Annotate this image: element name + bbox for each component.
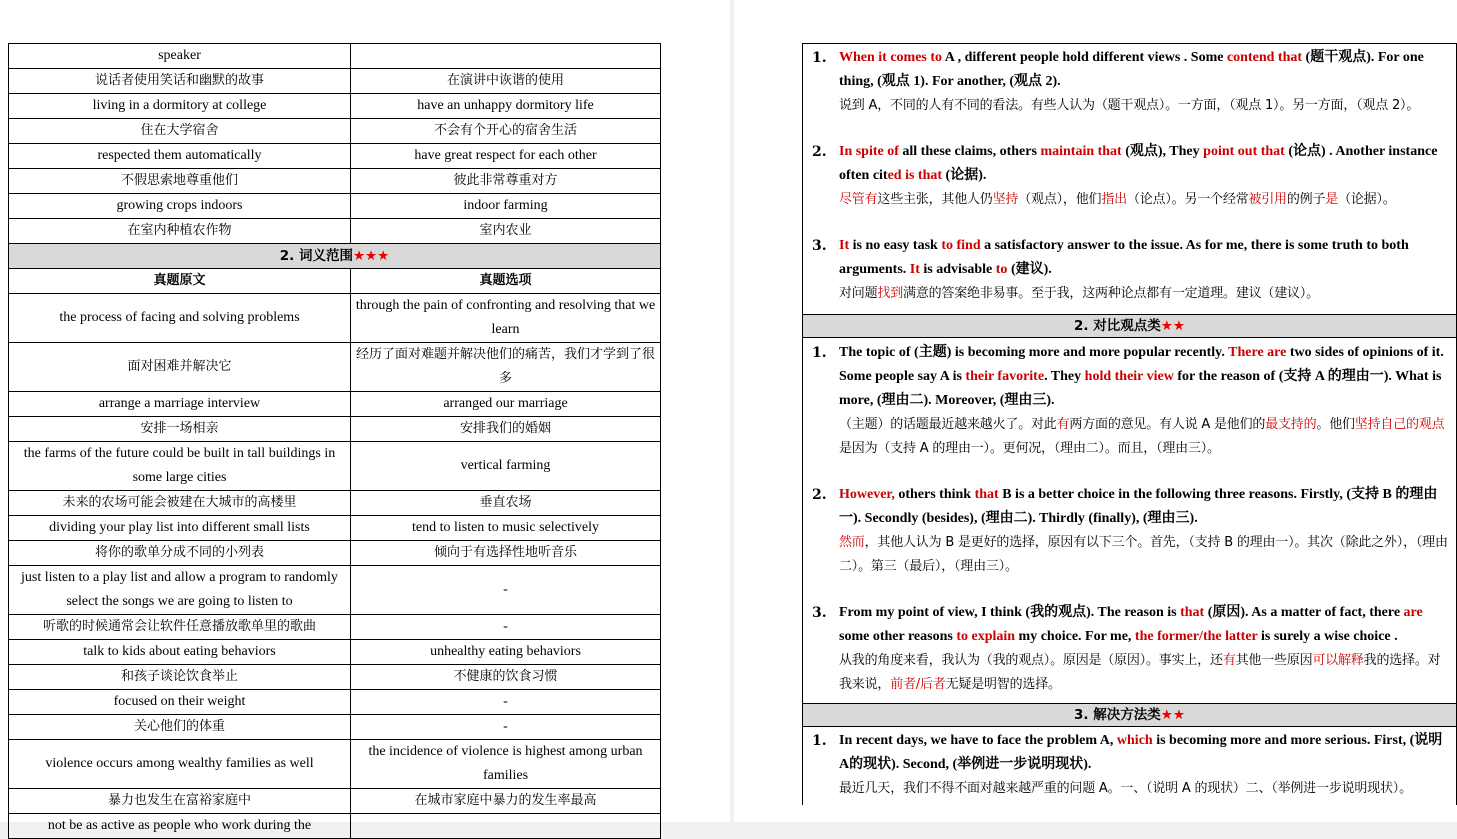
section-title xyxy=(9,244,661,269)
highlighted-phrase: 有 xyxy=(1222,653,1236,668)
original-text-cell: 说话者使用笑话和幽默的故事 xyxy=(9,69,351,94)
column-header-original: 真题原文 xyxy=(9,269,351,294)
original-text-cell: just listen to a play list and allow a program to randomly select the songs we are going to listen to xyxy=(9,566,351,615)
text-segment: ，其他人认为 B 是更好的选择，原因有以下三个。首先，（支持 B 的理由一）。其次（除此之外），（理由二）。第三（最后），（理由三）。 xyxy=(839,535,1448,574)
item-number: 1. xyxy=(812,733,827,749)
highlighted-phrase: 坚持自己的观点 xyxy=(1354,417,1445,432)
english-template xyxy=(839,729,1450,777)
chinese-translation xyxy=(839,94,1450,118)
solution-templates-block xyxy=(803,726,1456,805)
text-segment: （观点），他们 xyxy=(1018,192,1102,207)
option-text-cell: 倾向于有选择性地听音乐 xyxy=(351,541,661,566)
text-segment: is surely a wise choice . xyxy=(1257,629,1398,644)
text-segment: for the reason of (支持 A 的理由一). What is more, (理由二). Moreover, (理由三). xyxy=(839,369,1442,408)
original-text-cell: 不假思索地尊重他们 xyxy=(9,169,351,194)
text-segment: is becoming more and more serious. First, (说明A的现状). Second, (举例进一步说明现状). xyxy=(839,733,1443,772)
text-segment: 两方面的意见。有人说 A 是他们的 xyxy=(1069,417,1266,432)
chinese-translation xyxy=(839,413,1450,461)
text-segment: others think xyxy=(894,487,975,502)
table-row xyxy=(9,814,661,839)
highlighted-phrase: point out that xyxy=(1203,144,1285,159)
text-segment: B is a better choice in the following three reasons. Firstly, (支持 B 的理由一). Secondly (besides), (理由二). Thirdly (finally), (理由三). xyxy=(839,487,1438,526)
original-text-cell: 未来的农场可能会被建在大城市的高楼里 xyxy=(9,491,351,516)
original-text-cell: the farms of the future could be built in tall buildings in some large cities xyxy=(9,442,351,491)
option-text-cell: 彼此非常尊重对方 xyxy=(351,169,661,194)
highlighted-phrase: to explain xyxy=(956,629,1016,644)
original-text-cell: the process of facing and solving problems xyxy=(9,294,351,343)
highlighted-phrase: 然而 xyxy=(839,535,865,550)
highlighted-phrase: 被引用 xyxy=(1248,192,1287,207)
table-row xyxy=(9,640,661,665)
original-text-cell: focused on their weight xyxy=(9,690,351,715)
text-segment: 是因为（支持 A 的理由一）。更何况，（理由二）。而且，（理由三）。 xyxy=(839,441,1220,456)
opinion-templates-block xyxy=(803,43,1456,314)
table-row xyxy=(9,789,661,814)
chinese-translation xyxy=(839,531,1450,579)
table-row xyxy=(9,615,661,640)
highlighted-phrase: 最支持的 xyxy=(1265,417,1317,432)
table-row xyxy=(9,417,661,442)
option-text-cell: have an unhappy dormitory life xyxy=(351,94,661,119)
table-row xyxy=(9,219,661,244)
text-segment: a satisfactory answer to the issue. As for me, there is some truth to both arguments. xyxy=(839,238,1409,277)
option-text-cell: - xyxy=(351,715,661,740)
text-segment: A , different people hold different views . Some xyxy=(942,50,1227,65)
text-segment: 这些主张，其他人仍 xyxy=(877,192,993,207)
option-text-cell: tend to listen to music selectively xyxy=(351,516,661,541)
text-segment: 的例子 xyxy=(1286,192,1326,207)
option-text-cell: 在演讲中诙谐的使用 xyxy=(351,69,661,94)
english-template xyxy=(839,234,1450,282)
original-text-cell: violence occurs among wealthy families as well xyxy=(9,740,351,789)
template-item xyxy=(803,234,1456,314)
item-number: 3. xyxy=(812,238,827,254)
original-text-cell: living in a dormitory at college xyxy=(9,94,351,119)
english-template xyxy=(839,140,1450,188)
option-text-cell: through the pain of confronting and resolving that we learn xyxy=(351,294,661,343)
section-header-row xyxy=(9,244,661,269)
text-segment: . They xyxy=(1044,369,1085,384)
table-row xyxy=(9,442,661,491)
text-segment: (原因). As a matter of fact, there xyxy=(1204,605,1404,620)
table-row xyxy=(9,94,661,119)
table-row xyxy=(9,144,661,169)
original-text-cell: 在室内种植农作物 xyxy=(9,219,351,244)
highlighted-phrase: contend that xyxy=(1226,50,1303,65)
original-text-cell: 将你的歌单分成不同的小列表 xyxy=(9,541,351,566)
table-row xyxy=(9,194,661,219)
text-segment: 说到 A，不同的人有不同的看法。有些人认为（题干观点）。一方面，（观点 1）。另一方面，（观点 2）。 xyxy=(839,98,1420,113)
text-segment: 其他一些原因 xyxy=(1235,653,1313,668)
table-row xyxy=(9,294,661,343)
highlighted-phrase: When it comes to xyxy=(839,50,943,65)
highlighted-phrase: 有 xyxy=(1056,417,1070,432)
highlighted-phrase: It xyxy=(839,238,850,253)
highlighted-phrase: 是 xyxy=(1325,192,1339,207)
text-segment: The topic of (主题) is becoming more and more popular recently. xyxy=(839,345,1229,360)
template-item xyxy=(803,601,1456,703)
highlighted-phrase: that xyxy=(974,487,999,502)
section-header-contrast: 2. 对比观点类★★ xyxy=(803,314,1456,337)
option-text-cell: 在城市家庭中暴力的发生率最高 xyxy=(351,789,661,814)
right-page xyxy=(734,0,1457,822)
option-text-cell: 不会有个开心的宿舍生活 xyxy=(351,119,661,144)
item-number: 1. xyxy=(812,345,827,361)
text-segment: is advisable xyxy=(919,262,996,277)
highlighted-phrase: 找到 xyxy=(877,286,904,301)
text-segment: all these claims, others xyxy=(898,144,1041,159)
chinese-translation xyxy=(839,188,1450,212)
table-row xyxy=(9,69,661,94)
option-text-cell: 安排我们的婚姻 xyxy=(351,417,661,442)
table-row xyxy=(9,740,661,789)
text-segment: （论点）。另一个经常 xyxy=(1126,192,1249,207)
text-segment: 。他们 xyxy=(1316,417,1355,432)
chinese-translation xyxy=(839,649,1450,697)
chinese-translation xyxy=(839,282,1450,306)
table-row xyxy=(9,169,661,194)
highlighted-phrase: maintain that xyxy=(1040,144,1122,159)
original-text-cell: dividing your play list into different small lists xyxy=(9,516,351,541)
option-text-cell: 不健康的饮食习惯 xyxy=(351,665,661,690)
highlighted-phrase: 指出 xyxy=(1101,192,1127,207)
text-segment: (题干观点). For one thing, (观点 1). For another, (观点 2). xyxy=(839,50,1424,89)
template-item xyxy=(803,483,1456,601)
highlighted-phrase: In spite of xyxy=(839,144,899,159)
option-text-cell: have great respect for each other xyxy=(351,144,661,169)
text-segment: In recent days, we have to face the problem A, xyxy=(839,733,1117,748)
highlighted-phrase: 前者/后者 xyxy=(890,677,946,692)
item-number: 2. xyxy=(812,487,827,503)
text-segment: From my point of view, I think (我的观点). The reason is xyxy=(839,605,1181,620)
option-text-cell: unhealthy eating behaviors xyxy=(351,640,661,665)
chinese-translation xyxy=(839,777,1450,801)
table-row xyxy=(9,392,661,417)
original-text-cell: 面对困难并解决它 xyxy=(9,343,351,392)
contrast-templates-block xyxy=(803,337,1456,703)
text-segment: (论点) . Another instance often cit xyxy=(839,144,1438,183)
table-row xyxy=(9,491,661,516)
text-segment: (观点), They xyxy=(1121,144,1204,159)
highlighted-phrase: are xyxy=(1403,605,1423,620)
item-number: 1. xyxy=(812,50,827,66)
english-template xyxy=(839,341,1450,413)
template-column xyxy=(802,43,1457,805)
template-item xyxy=(803,727,1456,805)
item-number: 3. xyxy=(812,605,827,621)
highlighted-phrase: 可以解释 xyxy=(1312,653,1364,668)
text-segment: my choice. For me, xyxy=(1015,629,1135,644)
original-text-cell: respected them automatically xyxy=(9,144,351,169)
highlighted-phrase: which xyxy=(1116,733,1153,748)
option-text-cell: vertical farming xyxy=(351,442,661,491)
table-row xyxy=(9,690,661,715)
table-row xyxy=(9,343,661,392)
table-row xyxy=(9,665,661,690)
text-segment: 从我的角度来看，我认为（我的观点）。原因是（原因）。事实上，还 xyxy=(839,653,1223,668)
original-text-cell: growing crops indoors xyxy=(9,194,351,219)
option-text-cell: 室内农业 xyxy=(351,219,661,244)
column-header-row xyxy=(9,269,661,294)
text-segment: some other reasons xyxy=(839,629,957,644)
text-segment: two sides of opinions of it. Some people say A is xyxy=(839,345,1444,384)
table-row xyxy=(9,516,661,541)
table-row xyxy=(9,541,661,566)
table-row xyxy=(9,566,661,615)
original-text-cell: not be as active as people who work during the xyxy=(9,814,351,839)
text-segment: 对问题 xyxy=(839,286,878,301)
highlighted-phrase: ed is that xyxy=(887,168,943,183)
original-text-cell: talk to kids about eating behaviors xyxy=(9,640,351,665)
option-text-cell xyxy=(351,44,661,69)
highlighted-phrase: the former/the latter xyxy=(1134,629,1258,644)
highlighted-phrase: to xyxy=(995,262,1008,277)
original-text-cell: 住在大学宿舍 xyxy=(9,119,351,144)
text-segment: 我的选择。对我来说， xyxy=(839,653,1441,692)
section-title-text: 2. 词义范围 xyxy=(279,248,353,264)
template-item xyxy=(803,338,1456,483)
text-segment: （主题）的话题最近越来越火了。对此 xyxy=(839,417,1057,432)
option-text-cell: the incidence of violence is highest among urban families xyxy=(351,740,661,789)
original-text-cell: 听歌的时候通常会让软件任意播放歌单里的歌曲 xyxy=(9,615,351,640)
table-row xyxy=(9,715,661,740)
highlighted-phrase: It xyxy=(909,262,920,277)
option-text-cell: arranged our marriage xyxy=(351,392,661,417)
column-header-option: 真题选项 xyxy=(351,269,661,294)
text-segment: 无疑是明智的选择。 xyxy=(945,677,1061,692)
text-segment: (论据). xyxy=(942,168,987,183)
highlighted-phrase: 坚持 xyxy=(992,192,1019,207)
text-segment: 满意的答案绝非易事。至于我，这两种论点都有一定道理。建议（建议）。 xyxy=(903,286,1319,301)
template-item xyxy=(803,44,1456,140)
highlighted-phrase: hold their view xyxy=(1084,369,1174,384)
option-text-cell: 垂直农场 xyxy=(351,491,661,516)
original-text-cell: speaker xyxy=(9,44,351,69)
text-segment: is no easy task xyxy=(849,238,942,253)
original-text-cell: arrange a marriage interview xyxy=(9,392,351,417)
text-segment: （论据）。 xyxy=(1338,192,1396,207)
table-row xyxy=(9,44,661,69)
option-text-cell: 经历了面对难题并解决他们的痛苦，我们才学到了很多 xyxy=(351,343,661,392)
english-template xyxy=(839,46,1450,94)
highlighted-phrase: 尽管有 xyxy=(839,192,878,207)
highlighted-phrase: that xyxy=(1180,605,1205,620)
highlighted-phrase: However, xyxy=(839,487,895,502)
option-text-cell: - xyxy=(351,615,661,640)
english-template xyxy=(839,601,1450,649)
option-text-cell xyxy=(351,814,661,839)
option-text-cell: - xyxy=(351,690,661,715)
vocabulary-table xyxy=(8,43,661,839)
text-segment: (建议). xyxy=(1007,262,1052,277)
rating-stars: ★★★ xyxy=(352,248,390,264)
option-text-cell: indoor farming xyxy=(351,194,661,219)
highlighted-phrase: to find xyxy=(941,238,981,253)
original-text-cell: 关心他们的体重 xyxy=(9,715,351,740)
original-text-cell: 和孩子谈论饮食举止 xyxy=(9,665,351,690)
text-segment: 最近几天，我们不得不面对越来越严重的问题 A。一、（说明 A 的现状）二、（举例进一步说明现状）。 xyxy=(839,781,1412,796)
item-number: 2. xyxy=(812,144,827,160)
highlighted-phrase: their favorite xyxy=(965,369,1045,384)
highlighted-phrase: There are xyxy=(1228,345,1287,360)
left-page xyxy=(0,0,730,833)
template-item xyxy=(803,140,1456,234)
option-text-cell: - xyxy=(351,566,661,615)
original-text-cell: 暴力也发生在富裕家庭中 xyxy=(9,789,351,814)
table-row xyxy=(9,119,661,144)
section-header-solution: 3. 解决方法类★★ xyxy=(803,703,1456,726)
original-text-cell: 安排一场相亲 xyxy=(9,417,351,442)
english-template xyxy=(839,483,1450,531)
